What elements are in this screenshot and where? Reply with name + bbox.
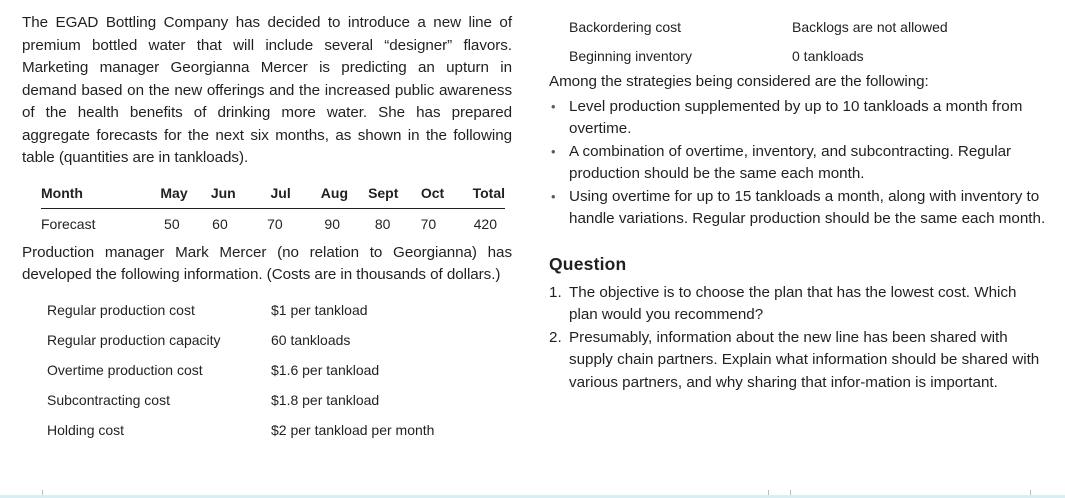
forecast-may: 50 — [164, 215, 180, 232]
left-column — [22, 12, 512, 445]
info-row — [47, 415, 512, 445]
forecast-header-row — [41, 181, 505, 209]
info-value: $1.6 per tankload — [271, 361, 380, 378]
header-month: Month — [41, 181, 136, 209]
inventory-info-list — [569, 12, 1049, 70]
info-label: Backordering cost — [569, 18, 682, 35]
question-text: Presumably, information about the new line has been shared with supply chain partners. Explain what information should be shared with various partners, and why sharing that infor-mation is important. — [569, 328, 1040, 391]
info-row — [47, 295, 512, 325]
info-row — [569, 12, 1049, 41]
header-sept: Sept — [348, 181, 398, 209]
info-label: Subcontracting cost — [47, 391, 170, 408]
forecast-label: Forecast — [41, 215, 96, 232]
forecast-sept: 80 — [374, 215, 391, 232]
question-item — [549, 282, 1049, 327]
info-value: Backlogs are not allowed — [792, 18, 948, 35]
forecast-table — [41, 181, 505, 237]
strategy-item: • Using overtime for up to 15 tankloads a month, along with inventory to handle variations. Regular production should be the same each month. — [549, 186, 1049, 231]
info-value: $1 per tankload — [271, 301, 368, 318]
info-label: Overtime production cost — [47, 361, 203, 378]
question-number: 1. — [549, 283, 562, 301]
intro-paragraph: The EGAD Bottling Company has decided to introduce a new line of premium bottled water that will include several “designer” flavors. Marketing manager Georgianna Mercer is predicting an upturn in demand based on the new offerings and the increased public awareness of the health benefits of drinking more water. She has prepared aggregate forecasts for the next six months, as shown in the following table (quantities are in tankloads). — [22, 14, 512, 166]
header-jun: Jun — [188, 181, 236, 209]
forecast-oct: 70 — [420, 215, 437, 232]
info-label: Regular production capacity — [47, 331, 221, 348]
forecast-aug: 90 — [324, 215, 340, 232]
info-value: $1.8 per tankload — [271, 391, 380, 408]
question-text: The objective is to choose the plan that has the lowest cost. Which plan would you recommend? — [569, 283, 1017, 323]
forecast-jul: 70 — [267, 215, 283, 232]
forecast-total: 420 — [473, 215, 497, 232]
info-label: Regular production cost — [47, 301, 195, 318]
strategy-item: • Level production supplemented by up to 10 tankloads a month from overtime. — [549, 96, 1049, 141]
info-value: $2 per tankload per month — [271, 421, 435, 438]
strategies-intro: Among the strategies being considered are the following: — [549, 73, 929, 90]
header-oct: Oct — [398, 181, 444, 209]
info-value: 0 tankloads — [792, 47, 864, 64]
question-item — [549, 327, 1049, 395]
info-row — [47, 325, 512, 355]
question-number: 2. — [549, 328, 562, 346]
info-label: Holding cost — [47, 421, 125, 438]
info-label: Beginning inventory — [569, 47, 692, 64]
question-heading: Question — [549, 253, 627, 274]
header-may: May — [136, 181, 188, 209]
strategy-item: • A combination of overtime, inventory, and subcontracting. Regular production should be the same each month. — [549, 141, 1049, 186]
info-row — [47, 385, 512, 415]
forecast-row — [41, 209, 505, 237]
right-column — [549, 12, 1049, 394]
header-jul: Jul — [236, 181, 291, 209]
production-paragraph: Production manager Mark Mercer (no relation to Georgianna) has developed the following information. (Costs are in thousands of dollars.) — [22, 243, 512, 283]
info-value: 60 tankloads — [271, 331, 351, 348]
header-aug: Aug — [291, 181, 348, 209]
cost-info-list — [47, 295, 512, 445]
forecast-jun: 60 — [212, 215, 228, 232]
strategies-list — [549, 96, 1049, 231]
questions-list — [549, 282, 1049, 395]
info-row — [47, 355, 512, 385]
info-row — [569, 41, 1049, 70]
header-total: Total — [444, 181, 505, 209]
